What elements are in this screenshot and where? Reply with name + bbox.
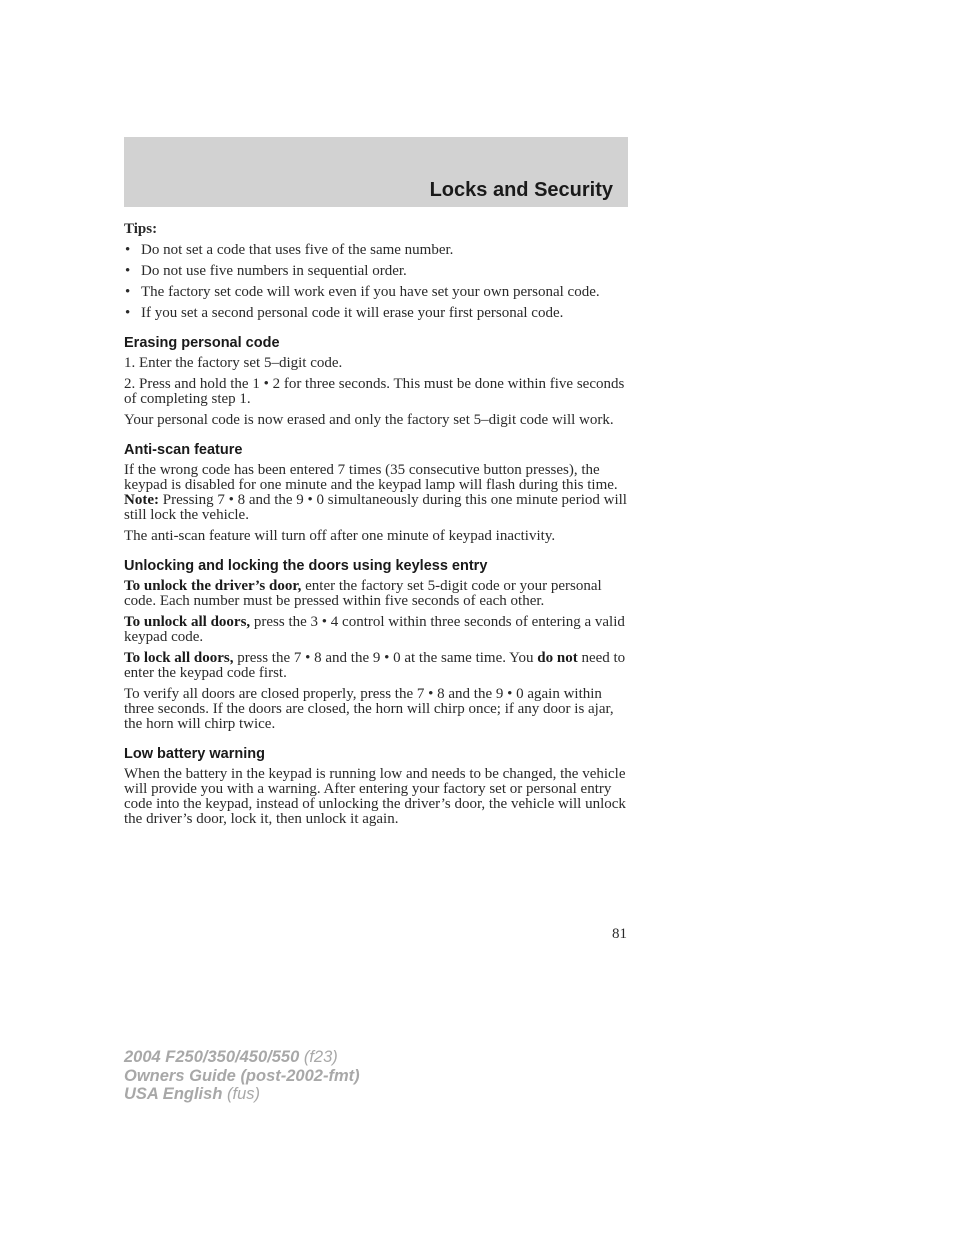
antiscan-paragraph-2: The anti-scan feature will turn off after one minute of keypad inactivity.: [124, 528, 556, 544]
tips-list: [124, 243, 629, 321]
lock-all-do-not: do not: [537, 650, 578, 666]
erasing-section: [124, 335, 629, 428]
lock-all-text-1: press the 7 • 8 and the 9 • 0 at the same time. You: [233, 650, 538, 666]
antiscan-heading: Anti-scan feature: [124, 442, 243, 458]
lock-all-label: To lock all doors,: [124, 650, 234, 666]
section-title: Locks and Security: [429, 179, 613, 201]
erasing-heading: Erasing personal code: [124, 335, 280, 351]
section-header-band: [124, 137, 628, 207]
tip-item: • Do not set a code that uses five of the same number.: [124, 243, 629, 258]
keyless-section: [124, 558, 629, 732]
unlock-all-paragraph: [124, 615, 629, 645]
footer-model: 2004 F250/350/450/550: [124, 1048, 300, 1066]
antiscan-note-label: Note:: [124, 492, 159, 508]
footer-language-code: (fus): [222, 1085, 260, 1103]
tip-item: • The factory set code will work even if you have set your own personal code.: [124, 285, 629, 300]
page-content: [124, 222, 629, 833]
battery-section: [124, 746, 629, 827]
battery-heading: Low battery warning: [124, 746, 265, 762]
footer-line-1: [124, 1048, 360, 1067]
unlock-all-text: press the 3 • 4 control within three seconds of entering a valid keypad code.: [124, 614, 625, 645]
unlock-driver-paragraph: [124, 579, 629, 609]
battery-paragraph: When the battery in the keypad is running low and needs to be changed, the vehicle will provide you with a warning. After entering your factory set or personal entry code into the keypad, instead of unlocking the driver’s door, the vehicle will unlock the driver’s door, lock it, then unlock it again.: [124, 766, 626, 827]
page-number: 81: [612, 926, 627, 942]
document-footer: [124, 1048, 360, 1104]
unlock-all-label: To unlock all doors,: [124, 614, 251, 630]
footer-line-3: [124, 1085, 360, 1104]
footer-line-2: Owners Guide (post-2002-fmt): [124, 1066, 360, 1085]
antiscan-text-1: If the wrong code has been entered 7 times (35 consecutive button presses), the keypad is disabled for one minute and the keypad lamp will flash during this time.: [124, 462, 618, 493]
lock-all-paragraph: [124, 651, 629, 681]
erasing-result: Your personal code is now erased and only the factory set 5–digit code will work.: [124, 412, 614, 428]
antiscan-section: [124, 442, 629, 544]
antiscan-text-2: Pressing 7 • 8 and the 9 • 0 simultaneously during this one minute period will still lock the vehicle.: [124, 492, 627, 523]
erasing-step-1: 1. Enter the factory set 5–digit code.: [124, 355, 343, 371]
lock-all-text-2: need to enter the keypad code first.: [124, 650, 626, 681]
erasing-step-2: 2. Press and hold the 1 • 2 for three seconds. This must be done within five seconds of completing step 1.: [124, 376, 625, 407]
footer-language: USA English: [124, 1085, 223, 1103]
unlock-driver-label: To unlock the driver’s door,: [124, 578, 302, 594]
unlock-driver-text: enter the factory set 5-digit code or your personal code. Each number must be pressed within five seconds of each other.: [124, 578, 602, 609]
antiscan-paragraph: [124, 463, 629, 523]
tip-item: • If you set a second personal code it will erase your first personal code.: [124, 306, 629, 321]
keyless-heading: Unlocking and locking the doors using keyless entry: [124, 558, 488, 574]
verify-paragraph: To verify all doors are closed properly, press the 7 • 8 and the 9 • 0 again within three seconds. If the doors are closed, the horn will chirp once; if any door is ajar, the horn will chirp twice.: [124, 686, 614, 732]
tip-item: • Do not use five numbers in sequential order.: [124, 264, 629, 279]
footer-model-code: (f23): [299, 1048, 338, 1066]
tips-label: Tips:: [124, 221, 158, 237]
